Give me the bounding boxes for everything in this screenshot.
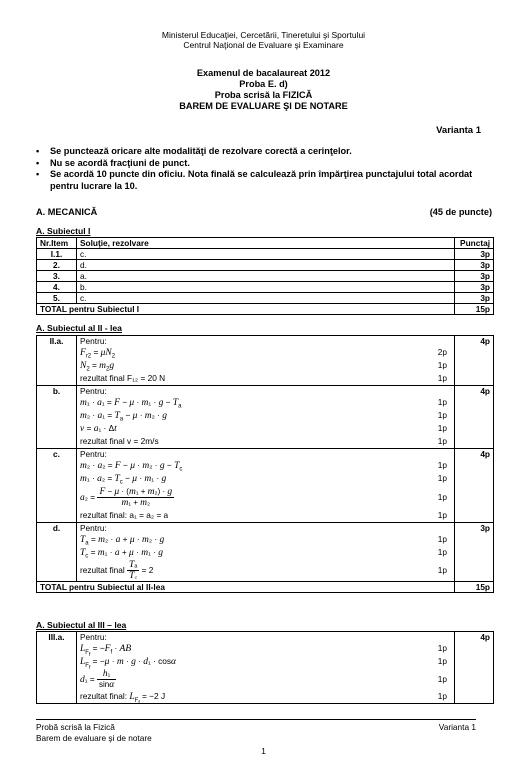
col-nr-item: Nr.Item <box>37 238 77 249</box>
table-row: 4. b. 3p <box>37 282 494 293</box>
table-row: I.1. c. 3p <box>37 249 494 260</box>
table-row: 5. c. 3p <box>37 293 494 304</box>
instruction-item: • Se punctează oricare alte modalităţi de rezolvare corectă a cerinţelor. <box>36 146 352 156</box>
proba-label: Proba E. d) <box>239 79 288 89</box>
table-header-row <box>37 238 494 249</box>
subiect-3-heading: A. Subiectul al III – lea <box>36 620 127 630</box>
table-row: d. Pentru: $T_a = m_2 \cdot a + \mu \cdot m_2 \cdot g$ 1p $T_c = m_1 \cdot a + \mu \cdot m_1 \cdot g$ 1p rezultat final $\frac{\text{Tₐ}}{T꜀}$ = 2 1p 3p <box>37 523 494 582</box>
subject-title: Proba scrisă la FIZICĂ <box>214 90 313 100</box>
table-row: b. Pentru: $m_1 \cdot a_1 = F - \mu \cdot m_1 \cdot g - T_a$ 1p $m_2 \cdot a_1 = T_a - \mu \cdot m_2 \cdot g$ 1p v = a₁ · Δt 1p rezultat final v = 2m/s 1p 4p <box>37 386 494 449</box>
footer-probe: Probă scrisă la Fizică <box>36 722 115 732</box>
instruction-item: • Nu se acordă fracţiuni de punct. <box>36 157 190 168</box>
section-mecanica <box>36 207 492 217</box>
subiect-1-table <box>36 237 494 315</box>
table-row: II.a. Pentru: $F_{r2} = \mu N_2$ 2p $N_2 = m_2g$ 1p rezultat final F₁₂ = 20 N 1p 4p <box>37 336 494 386</box>
subiect-2-table <box>36 335 494 593</box>
col-solutie: Soluţie, rezolvare <box>77 238 455 249</box>
table-row: c. Pentru: $m_2 \cdot a_2 = F - \mu \cdot m_2 \cdot g - T_c$ 1p $m_1 \cdot a_2 = T_c - \mu \cdot m_1 \cdot g$ 1p a₂ = $\frac{\text{F − μ · (m₁ + m₂) · g}}{\text{m₁ + m₂}}$ 1p rezultat final: a₁ = a₂ = a 1p 4p <box>37 449 494 523</box>
footer-varianta: Varianta 1 <box>438 722 476 732</box>
exam-title: Examenul de bacalaureat 2012 <box>196 68 331 78</box>
page-number: 1 <box>261 746 266 756</box>
center-name: Centrul Naţional de Evaluare şi Examinare <box>183 40 344 50</box>
total-row: TOTAL pentru Subiectul I 15p <box>37 304 494 315</box>
table-row: 3. a. 3p <box>37 271 494 282</box>
barem-title: BAREM DE EVALUARE ŞI DE NOTARE <box>179 101 348 111</box>
total-row: TOTAL pentru Subiectul al II-lea 15p <box>37 582 494 593</box>
ministry-name: Ministerul Educaţiei, Cercetării, Tineretului şi Sportului <box>161 30 366 40</box>
section-points: (45 de puncte) <box>429 207 492 217</box>
subiect-1-heading: A. Subiectul I <box>36 226 91 236</box>
section-title: A. MECANICĂ <box>36 207 98 217</box>
subiect-3-table <box>36 631 494 704</box>
subiect-2-heading: A. Subiectul al II - lea <box>36 323 122 333</box>
footer-divider <box>36 719 476 720</box>
table-row: III.a. Pentru: $L_{F_f} = -F_f$ · AB 1p $L_{F_f} = -\mu \cdot m \cdot g \cdot d_1 \cdot \cos\alpha$ 1p d₁ = $\frac{\text{h₁}}{\sin\alpha}$ 1p rezultat final: $L_{F_f} = -2$ J 1p 4p <box>37 632 494 704</box>
instructions-list <box>36 146 496 192</box>
footer-barem: Barem de evaluare şi de notare <box>36 733 152 743</box>
col-punctaj: Punctaj <box>455 238 494 249</box>
varianta-label: Varianta 1 <box>436 125 481 136</box>
table-row: 2. d. 3p <box>37 260 494 271</box>
instruction-item: • Se acordă 10 puncte din oficiu. Nota finală se calculează prin împărţirea punctajului total acordat pentru lucrare la 10. <box>36 169 473 191</box>
